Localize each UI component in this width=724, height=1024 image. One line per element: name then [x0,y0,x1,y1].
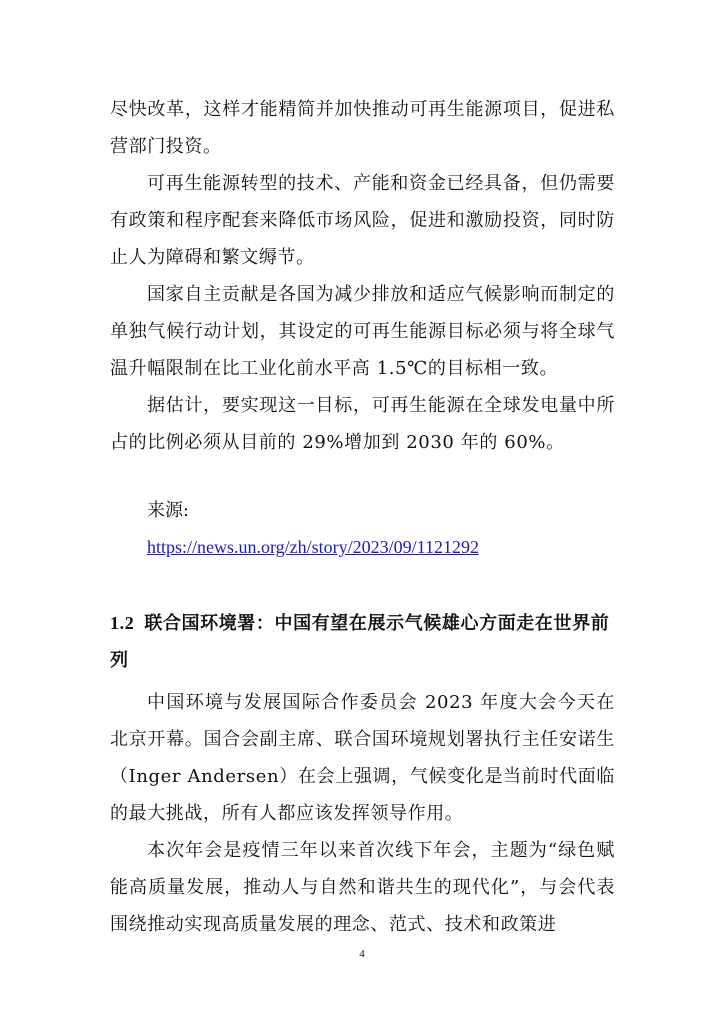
section-heading [110,605,615,679]
paragraph-estimate: 据估计，要实现这一目标，可再生能源在全球发电量中所占的比例必须从目前的 29%增加到 2030 年的 60%。 [110,395,615,453]
source-label: 来源: [147,500,190,521]
paragraph-annual-meeting: 本次年会是疫情三年以来首次线下年会，主题为“绿色赋能高质量发展，推动人与自然和谐共生的现代化”，与会代表围绕推动实现高质量发展的理念、范式、技术和政策进 [110,840,615,935]
page-number: 4 [359,948,365,960]
source-link[interactable]: https://news.un.org/zh/story/2023/09/1121292 [147,537,479,557]
body-text-top [110,91,615,461]
paragraph-ndc: 国家自主贡献是各国为减少排放和适应气候影响而制定的单独气候行动计划，其设定的可再生能源目标必须与将全球气温升幅限制在比工业化前水平高 1.5℃的目标相一致。 [110,284,615,379]
source-section [147,492,479,566]
body-text-bottom [110,684,615,943]
paragraph-cciced-meeting: 中国环境与发展国际合作委员会 2023 年度大会今天在北京开幕。国合会副主席、联合国环境规划署执行主任安诺生（Inger Andersen）在会上强调，气候变化是当前时代面临的最大挑战，所有人都应该发挥领导作用。 [110,692,615,824]
paragraph-continuation: 尽快改革，这样才能精简并加快推动可再生能源项目，促进私营部门投资。 [110,99,615,157]
section-title: 联合国环境署：中国有望在展示气候雄心方面走在世界前列 [110,613,610,671]
paragraph-renewable-transition: 可再生能源转型的技术、产能和资金已经具备，但仍需要有政策和程序配套来降低市场风险，促进和激励投资，同时防止人为障碍和繁文缛节。 [110,173,615,268]
section-number: 1.2 [110,613,135,633]
